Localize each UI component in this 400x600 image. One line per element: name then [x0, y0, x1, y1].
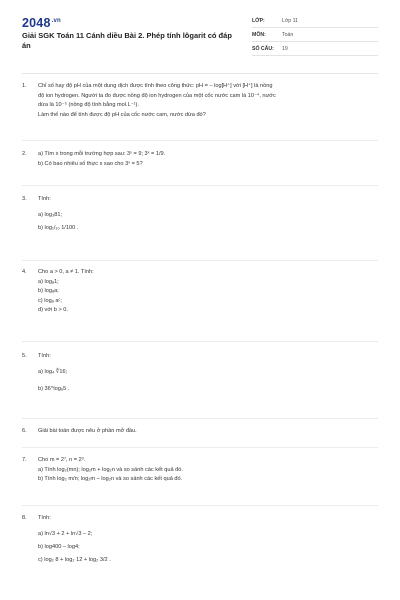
- question-line: b) log₁/₁₀ 1/100 .: [38, 224, 79, 231]
- question-body: [38, 195, 378, 235]
- question-4: [22, 268, 378, 316]
- meta-row-subject: [252, 28, 378, 42]
- question-number: 3.: [22, 196, 27, 202]
- question-divider: [22, 505, 378, 506]
- question-line: Tính:: [38, 196, 51, 202]
- meta-value: Lớp 11: [282, 17, 298, 24]
- question-line: b) logₐa;: [38, 288, 59, 294]
- meta-label: SỐ CÂU:: [252, 45, 274, 52]
- question-line: Giải bài toán được nêu ở phần mở đầu.: [38, 428, 137, 434]
- meta-label: MÔN:: [252, 31, 266, 38]
- question-line: Cho a > 0, a ≠ 1. Tính:: [38, 269, 94, 275]
- question-divider: [22, 260, 378, 261]
- question-divider: [22, 418, 378, 419]
- meta-table: [252, 14, 378, 56]
- question-number: 2.: [22, 151, 27, 157]
- question-body: [38, 514, 378, 567]
- header-divider: [22, 73, 378, 74]
- question-number: 4.: [22, 269, 27, 275]
- question-line: b) Có bao nhiêu số thực x sao cho 3ˣ = 5?: [38, 160, 143, 167]
- question-line: Tính:: [38, 353, 51, 359]
- meta-label: LỚP:: [252, 17, 265, 24]
- question-line: b) log400 – log4;: [38, 543, 80, 550]
- question-line: c) logₐ aᶜ;: [38, 297, 62, 304]
- question-line: b) 36^log₆5 .: [38, 385, 70, 392]
- question-line: a) log₄ ∜16;: [38, 368, 68, 375]
- question-3: [22, 195, 378, 235]
- question-body: [38, 150, 378, 169]
- question-body: [38, 456, 378, 485]
- meta-value: 19: [282, 45, 288, 52]
- question-divider: [22, 447, 378, 448]
- question-line: c) log₂ 8 + log₂ 12 + log₂ 3/2 .: [38, 556, 111, 563]
- question-6: [22, 427, 378, 437]
- document-title: Giải SGK Toán 11 Cánh diều Bài 2. Phép tính lôgarit có đáp án: [22, 31, 232, 50]
- meta-row-grade: [252, 14, 378, 28]
- question-line: dừa là 10⁻⁵ (nồng độ tính bằng mol.L⁻¹).: [38, 102, 139, 108]
- logo-text: 2048: [22, 16, 51, 30]
- question-number: 7.: [22, 457, 27, 463]
- question-body: [38, 268, 378, 316]
- question-line: Chỉ số hay độ pH của một dung dịch được tính theo công thức: pH = – log[H⁺] với [H⁺] là nồng: [38, 83, 273, 89]
- question-7: [22, 456, 378, 485]
- question-5: [22, 352, 378, 396]
- question-divider: [22, 341, 378, 342]
- question-line: a) log₃81;: [38, 211, 63, 218]
- question-line: độ ion hydrogen. Người ta đo được nồng độ ion hydrogen của một cốc nước cam là 10⁻⁴, nước: [38, 92, 276, 99]
- question-body: [38, 82, 378, 120]
- question-number: 8.: [22, 515, 27, 521]
- site-logo[interactable]: [22, 16, 61, 30]
- logo-suffix: .vn: [51, 17, 61, 24]
- question-body: [38, 427, 378, 437]
- meta-value: Toán: [282, 31, 294, 38]
- question-line: Cho m = 2⁷, n = 2³.: [38, 457, 86, 463]
- question-line: d) với b > 0.: [38, 307, 68, 313]
- meta-row-count: [252, 42, 378, 56]
- question-line: a) Tính log₂(mn); log₂m + log₂n và so sánh các kết quả đó.: [38, 466, 183, 473]
- question-divider: [22, 140, 378, 141]
- question-number: 6.: [22, 428, 27, 434]
- question-line: a) Tìm x trong mỗi trường hợp sau: 3ˣ = 9; 3ˣ = 1/9.: [38, 151, 166, 157]
- question-line: Tính:: [38, 515, 51, 521]
- question-line: Làm thế nào để tính được độ pH của cốc nước cam, nước dừa đó?: [38, 111, 206, 118]
- question-2: [22, 150, 378, 169]
- question-line: b) Tính log₂ m/n; log₂m – log₂n và so sánh các kết quả đó.: [38, 476, 183, 482]
- question-line: a) ln√3 + 2 + ln√3 – 2;: [38, 530, 93, 537]
- question-8: [22, 514, 378, 567]
- question-number: 1.: [22, 83, 27, 89]
- question-divider: [22, 185, 378, 186]
- document-header: [22, 10, 378, 68]
- question-line: a) logₐ1;: [38, 278, 59, 285]
- question-1: [22, 82, 378, 120]
- question-number: 5.: [22, 353, 27, 359]
- question-body: [38, 352, 378, 396]
